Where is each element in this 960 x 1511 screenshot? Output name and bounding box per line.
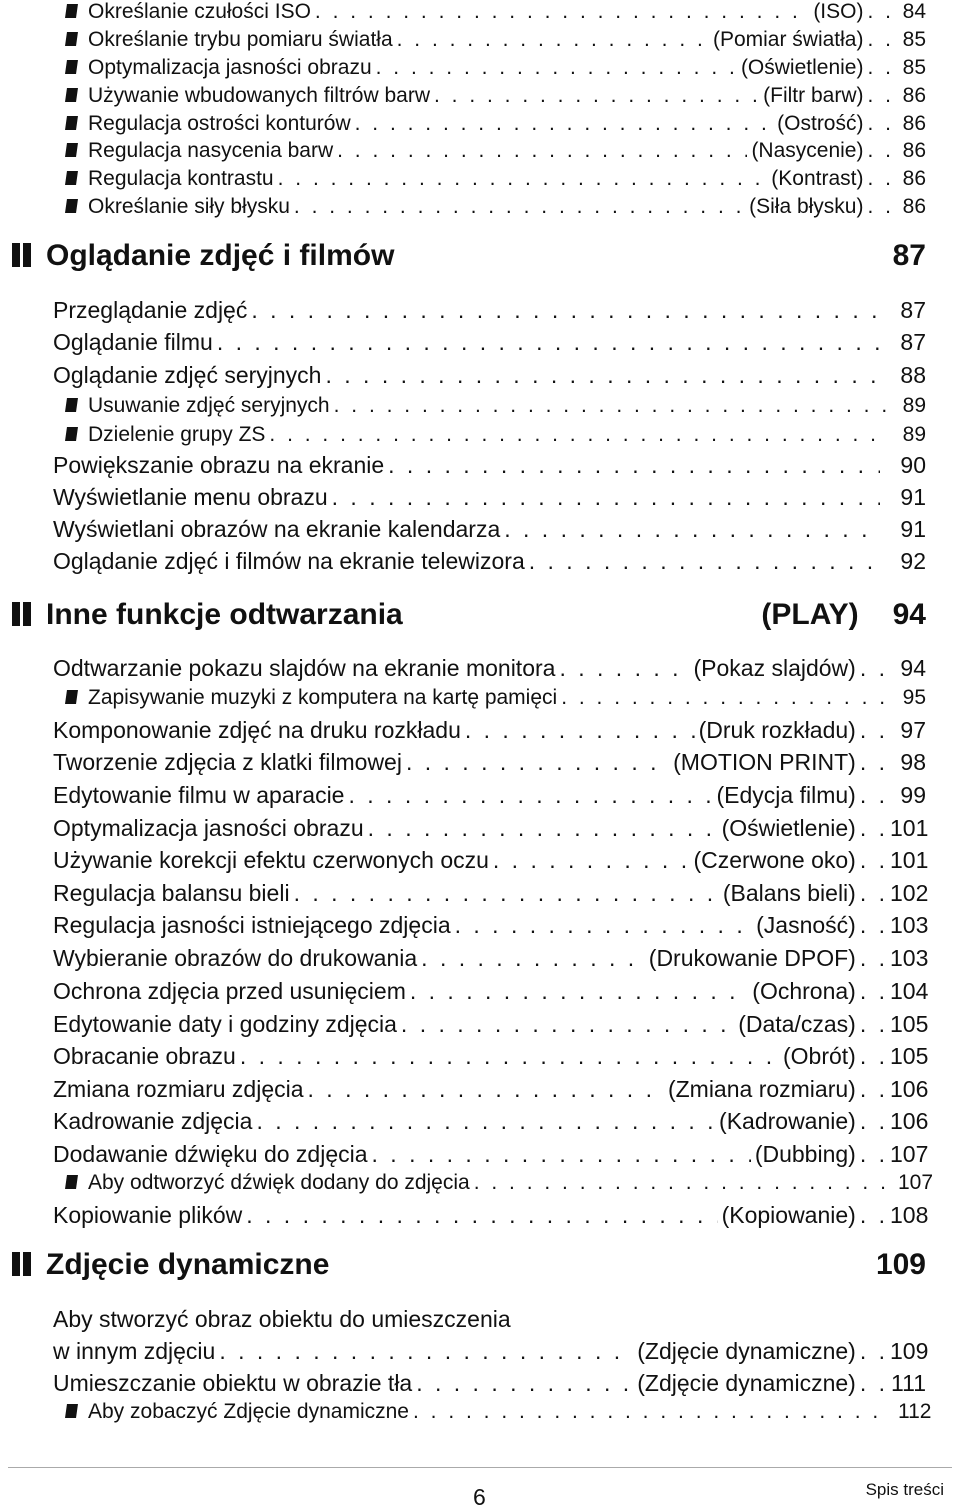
dot-leader [376, 56, 737, 80]
entry-tag: (Nasycenie) [751, 139, 864, 162]
entry-tag: (Dubbing) [754, 1141, 856, 1167]
dot-leader-tail: . . [867, 167, 894, 190]
bullet-icon [65, 143, 78, 157]
dot-leader [529, 548, 880, 575]
dot-leader [278, 167, 768, 191]
dot-leader [334, 394, 886, 418]
dot-leader-tail: . . [867, 112, 894, 135]
entry-title: Umieszczanie obiektu w obrazie tła [53, 1370, 413, 1396]
bullet-icon [65, 199, 78, 213]
entry-title: Zapisywanie muzyki z komputera na kartę pamięci [88, 686, 558, 709]
page-ref: 102 [890, 880, 929, 906]
toc-entry[interactable] [0, 686, 960, 710]
toc-entry[interactable] [0, 847, 960, 874]
page-ref: 105 [890, 1043, 929, 1069]
dot-leader-tail: . . [867, 195, 894, 218]
bullet-icon [65, 4, 78, 18]
entry-tag: (Edycja filmu) [716, 782, 856, 808]
toc-entry[interactable] [0, 1202, 960, 1229]
page-ref: 94 [892, 598, 926, 631]
entry-tag: (ISO) [813, 0, 864, 23]
page-ref: 103 [890, 912, 929, 938]
page-ref: 106 [890, 1108, 929, 1134]
page-ref: 87 [900, 329, 926, 355]
section-heading [0, 239, 960, 273]
toc-entry[interactable] [0, 1108, 960, 1135]
entry-title: Ochrona zdjęcia przed usunięciem [53, 978, 406, 1004]
page-ref: 85 [902, 56, 926, 79]
entry-title: Tworzenie zdjęcia z klatki filmowej [53, 749, 402, 775]
dot-leader-tail: . . [867, 28, 894, 51]
toc-entry[interactable] [0, 167, 960, 191]
dot-leader-tail: . . [859, 1338, 888, 1364]
dot-leader [308, 1076, 664, 1103]
entry-title: Regulacja kontrastu [88, 167, 274, 190]
page-ref: 101 [890, 815, 929, 841]
page-ref: 103 [890, 945, 929, 971]
toc-entry[interactable] [0, 912, 960, 939]
bullet-icon [65, 690, 78, 704]
dot-leader [256, 1108, 715, 1135]
page-ref: 106 [890, 1076, 929, 1102]
footer-divider [8, 1467, 952, 1468]
dot-leader-tail: . . [867, 0, 894, 23]
page-ref: 87 [892, 239, 926, 272]
page-ref: 87 [900, 297, 926, 323]
page-ref: 85 [902, 28, 926, 51]
page-ref: 92 [900, 548, 926, 574]
entry-title: Edytowanie filmu w aparacie [53, 782, 345, 808]
entry-title: Aby stworzyć obraz obiektu do umieszczenia [53, 1306, 511, 1332]
dot-leader [246, 1202, 717, 1229]
page-ref: 111 [891, 1370, 926, 1396]
dot-leader [421, 945, 645, 972]
toc-entry[interactable] [0, 0, 960, 24]
page-ref: 112 [898, 1400, 932, 1423]
toc-entry[interactable] [0, 452, 960, 479]
page-ref: 104 [890, 978, 929, 1004]
section-marker-icon [12, 243, 32, 267]
dot-leader [332, 484, 880, 511]
section-marker-icon [12, 602, 32, 626]
entry-tag: (Jasność) [756, 912, 856, 938]
page-ref: 86 [902, 139, 926, 162]
dot-leader [368, 815, 718, 842]
entry-title: w innym zdjęciu [53, 1338, 216, 1364]
dot-leader [397, 28, 709, 52]
entry-title: Oglądanie filmu [53, 329, 213, 355]
entry-tag: (Kopiowanie) [721, 1202, 856, 1228]
entry-tag: (Zmiana rozmiaru) [667, 1076, 856, 1102]
dot-leader-tail: . . [859, 1370, 888, 1396]
dot-leader [388, 452, 880, 479]
entry-title: Aby zobaczyć Zdjęcie dynamiczne [88, 1400, 409, 1423]
bullet-icon [65, 398, 78, 412]
page-ref: 94 [900, 655, 926, 681]
bullet-icon [65, 32, 78, 46]
page-ref: 86 [902, 167, 926, 190]
page-ref: 86 [902, 195, 926, 218]
dot-leader-tail: . . [859, 717, 888, 743]
toc-entry[interactable] [0, 1076, 960, 1103]
dot-leader [372, 1141, 751, 1168]
bullet-icon [65, 1404, 78, 1418]
entry-title: Używanie wbudowanych filtrów barw [88, 84, 430, 107]
dot-leader [294, 195, 745, 219]
toc-entry[interactable] [0, 56, 960, 80]
dot-leader [410, 978, 748, 1005]
page-ref: 90 [900, 452, 926, 478]
page-ref: 95 [902, 686, 926, 709]
dot-leader [355, 112, 774, 136]
entry-tag: (Pokaz slajdów) [693, 655, 856, 681]
page-ref: 91 [900, 516, 926, 542]
entry-tag: (Siła błysku) [749, 195, 864, 218]
toc-entry[interactable] [0, 815, 960, 842]
entry-title: Usuwanie zdjęć seryjnych [88, 394, 330, 417]
entry-title: Kadrowanie zdjęcia [53, 1108, 253, 1134]
toc-entry[interactable] [0, 1306, 960, 1333]
toc-entry[interactable] [0, 1338, 960, 1365]
dot-leader-tail: . . [859, 847, 888, 873]
dot-leader-tail: . . [859, 815, 888, 841]
toc-entry[interactable] [0, 1043, 960, 1070]
entry-tag: (Oświetlenie) [740, 56, 864, 79]
dot-leader-tail: . . [859, 749, 888, 775]
dot-leader-tail: . . [859, 1108, 888, 1134]
entry-title: Powiększanie obrazu na ekranie [53, 452, 385, 478]
dot-leader-tail: . . [859, 912, 888, 938]
dot-leader-tail: . . [867, 139, 894, 162]
dot-leader-tail: . . [859, 1011, 888, 1037]
entry-tag: (Data/czas) [738, 1011, 856, 1037]
section-title: Inne funkcje odtwarzania [46, 598, 403, 631]
bullet-icon [65, 427, 78, 441]
page-ref: 86 [902, 84, 926, 107]
dot-leader [413, 1400, 886, 1424]
entry-title: Kopiowanie plików [53, 1202, 243, 1228]
dot-leader [434, 84, 759, 108]
entry-title: Oglądanie zdjęć i filmów na ekranie telewizora [53, 548, 525, 574]
bullet-icon [65, 116, 78, 130]
entry-tag: (Balans bieli) [722, 880, 856, 906]
page-ref: 108 [890, 1202, 929, 1228]
dot-leader [269, 423, 886, 447]
page-ref: 107 [890, 1141, 929, 1167]
dot-leader [315, 0, 809, 24]
toc-entry[interactable] [0, 139, 960, 163]
entry-title: Używanie korekcji efektu czerwonych oczu [53, 847, 489, 873]
toc-entry[interactable] [0, 84, 960, 108]
dot-leader [219, 1338, 633, 1365]
page-ref: 107 [898, 1171, 934, 1194]
toc-entry[interactable] [0, 655, 960, 682]
toc-entry[interactable] [0, 195, 960, 219]
toc-entry[interactable] [0, 978, 960, 1005]
entry-title: Optymalizacja jasności obrazu [53, 815, 364, 841]
entry-tag: (Czerwone oko) [693, 847, 856, 873]
dot-leader-tail: . . [867, 56, 894, 79]
section-marker-icon [12, 1252, 32, 1276]
section-title: Oglądanie zdjęć i filmów [46, 239, 395, 272]
toc-entry[interactable] [0, 749, 960, 776]
entry-title: Regulacja nasycenia barw [88, 139, 334, 162]
dot-leader [561, 686, 886, 710]
entry-title: Edytowanie daty i godziny zdjęcia [53, 1011, 397, 1037]
dot-leader [348, 782, 712, 809]
toc-entry[interactable] [0, 717, 960, 744]
toc-entry[interactable] [0, 329, 960, 356]
entry-tag: (Ostrość) [777, 112, 864, 135]
dot-leader [217, 329, 880, 356]
dot-leader-tail: . . [859, 945, 888, 971]
entry-title: Określanie siły błysku [88, 195, 290, 218]
page-ref: 109 [875, 1248, 926, 1281]
dot-leader [337, 139, 747, 163]
entry-title: Odtwarzanie pokazu slajdów na ekranie monitora [53, 655, 556, 681]
entry-tag: (Obrót) [782, 1043, 856, 1069]
entry-title: Określanie czułości ISO [88, 0, 311, 23]
entry-title: Przeglądanie zdjęć [53, 297, 248, 323]
page-ref: 86 [902, 112, 926, 135]
dot-leader-tail: . . [859, 1076, 888, 1102]
bullet-icon [65, 1175, 78, 1189]
toc-entry[interactable] [0, 484, 960, 511]
entry-tag: (Filtr barw) [763, 84, 864, 107]
page-ref: 98 [900, 749, 926, 775]
dot-leader [504, 516, 880, 543]
dot-leader-tail: . . [859, 655, 888, 681]
page-ref: 99 [900, 782, 926, 808]
entry-title: Wyświetlani obrazów na ekranie kalendarza [53, 516, 501, 542]
entry-tag: (Druk rozkładu) [698, 717, 856, 743]
page-ref: 84 [902, 0, 926, 23]
dot-leader [406, 749, 669, 776]
entry-tag: (Zdjęcie dynamiczne) [637, 1338, 856, 1364]
dot-leader [294, 880, 719, 907]
toc-entry[interactable] [0, 1370, 960, 1397]
page-ref: 89 [902, 394, 926, 417]
bullet-icon [65, 171, 78, 185]
entry-title: Zmiana rozmiaru zdjęcia [53, 1076, 304, 1102]
dot-leader-tail: . . [859, 782, 888, 808]
entry-title: Wybieranie obrazów do drukowania [53, 945, 418, 971]
dot-leader [559, 655, 689, 682]
dot-leader-tail: . . [867, 84, 894, 107]
dot-leader [455, 912, 753, 939]
toc-entry[interactable] [0, 548, 960, 575]
page-number: 6 [473, 1484, 486, 1510]
entry-tag: (Pomiar światła) [712, 28, 864, 51]
entry-tag: (Drukowanie DPOF) [648, 945, 856, 971]
entry-tag: (Oświetlenie) [721, 815, 856, 841]
entry-tag: (Ochrona) [752, 978, 856, 1004]
entry-tag: (Kontrast) [771, 167, 864, 190]
entry-tag: (Zdjęcie dynamiczne) [637, 1370, 856, 1396]
page-ref: 105 [890, 1011, 929, 1037]
toc-entry[interactable] [0, 423, 960, 447]
entry-title: Regulacja ostrości konturów [88, 112, 351, 135]
toc-entry[interactable] [0, 945, 960, 972]
toc-entry[interactable] [0, 516, 960, 543]
dot-leader-tail: . . [859, 978, 888, 1004]
dot-leader [474, 1171, 886, 1195]
dot-leader [465, 717, 695, 744]
section-heading [0, 1248, 960, 1282]
dot-leader [325, 362, 880, 389]
toc-entry[interactable] [0, 1400, 960, 1424]
toc-entry[interactable] [0, 297, 960, 324]
page-ref: 97 [900, 717, 926, 743]
footer-section-title: Spis treści [865, 1480, 944, 1499]
entry-title: Regulacja balansu bieli [53, 880, 290, 906]
page-ref: 109 [890, 1338, 929, 1364]
toc-entry[interactable] [0, 28, 960, 52]
entry-title: Obracanie obrazu [53, 1043, 236, 1069]
toc-entry[interactable] [0, 1171, 960, 1195]
dot-leader [493, 847, 690, 874]
dot-leader-tail: . . [859, 1043, 888, 1069]
entry-title: Oglądanie zdjęć seryjnych [53, 362, 322, 388]
entry-title: Dzielenie grupy ZS [88, 423, 266, 446]
toc-entry[interactable] [0, 112, 960, 136]
section-title: Zdjęcie dynamiczne [46, 1248, 330, 1281]
dot-leader-tail: . . [859, 880, 888, 906]
entry-title: Komponowanie zdjęć na druku rozkładu [53, 717, 461, 743]
entry-title: Dodawanie dźwięku do zdjęcia [53, 1141, 368, 1167]
toc-entry[interactable] [0, 362, 960, 389]
dot-leader-tail: . . [859, 1202, 888, 1228]
dot-leader-tail: . . [859, 1141, 888, 1167]
entry-title: Określanie trybu pomiaru światła [88, 28, 393, 51]
entry-title: Wyświetlanie menu obrazu [53, 484, 328, 510]
page-ref: 88 [900, 362, 926, 388]
dot-leader [251, 297, 880, 324]
entry-tag: (MOTION PRINT) [673, 749, 856, 775]
page-ref: 91 [900, 484, 926, 510]
toc-entry[interactable] [0, 1011, 960, 1038]
entry-title: Regulacja jasności istniejącego zdjęcia [53, 912, 451, 938]
entry-title: Aby odtworzyć dźwięk dodany do zdjęcia [88, 1171, 470, 1194]
entry-tag: (Kadrowanie) [719, 1108, 856, 1134]
page-ref: 101 [890, 847, 929, 873]
toc-entry[interactable] [0, 1141, 960, 1168]
section-heading [0, 598, 960, 632]
dot-leader [416, 1370, 633, 1397]
toc-entry[interactable] [0, 782, 960, 809]
dot-leader [240, 1043, 779, 1070]
page-ref: 89 [902, 423, 926, 446]
toc-entry[interactable] [0, 394, 960, 418]
entry-title: Optymalizacja jasności obrazu [88, 56, 372, 79]
bullet-icon [65, 88, 78, 102]
dot-leader [401, 1011, 734, 1038]
toc-entry[interactable] [0, 880, 960, 907]
entry-tag: (PLAY) [761, 598, 859, 631]
bullet-icon [65, 60, 78, 74]
